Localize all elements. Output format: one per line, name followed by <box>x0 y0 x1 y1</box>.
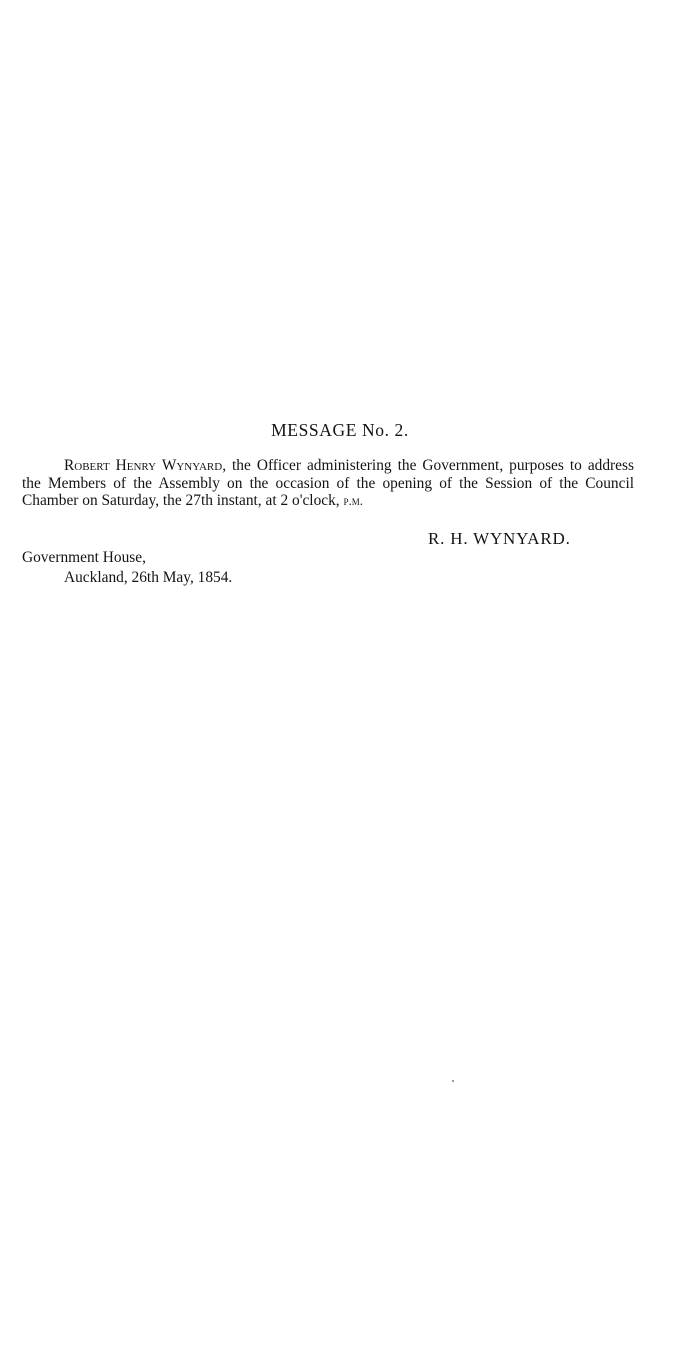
message-body-text: , the Officer administering the Government, purposes to address the Members of the Assembly on the occasion of the opening of the Session of the Council Chamber on Saturday, the 27th instant, at 2 o'clock, <box>22 457 634 509</box>
message-body <box>22 457 634 510</box>
place-line-1: Government House, <box>22 549 146 566</box>
place-and-date <box>22 548 232 588</box>
paper-speck <box>452 1080 454 1082</box>
place-line-2: Auckland, 26th May, 1854. <box>64 569 233 586</box>
time-suffix: p.m. <box>343 493 364 508</box>
sender-name: Robert Henry Wynyard <box>64 457 223 474</box>
message-title-text: MESSAGE No. 2. <box>271 420 409 440</box>
signature <box>428 529 571 549</box>
message-title <box>0 420 680 441</box>
signature-text: R. H. WYNYARD. <box>428 529 571 548</box>
